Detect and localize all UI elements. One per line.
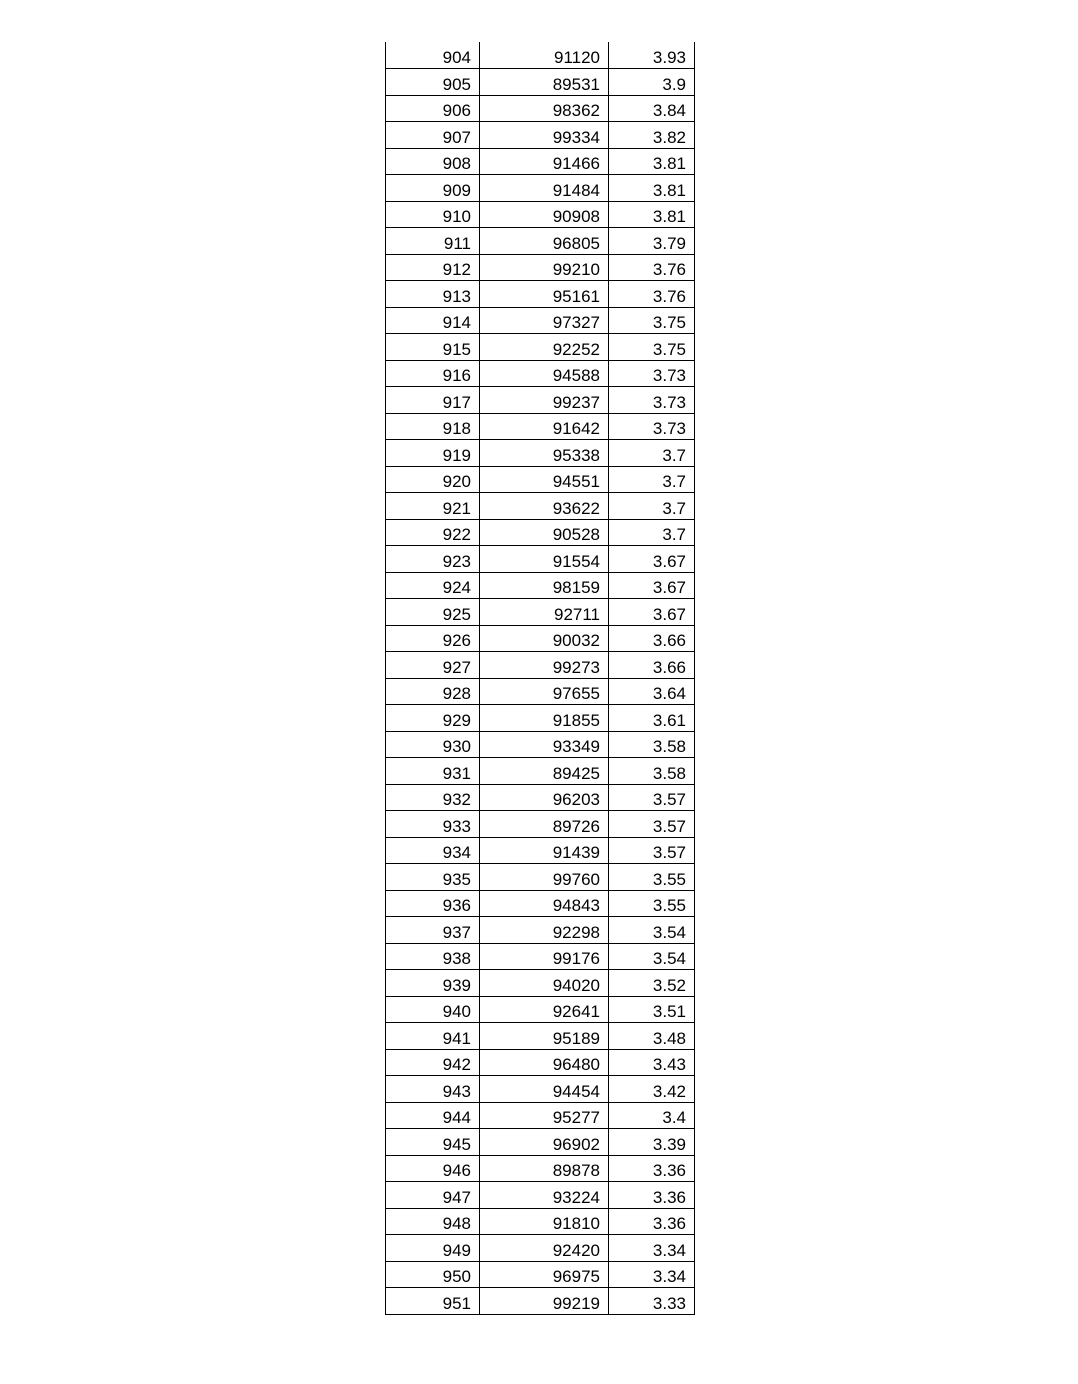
- id-cell: 97655: [480, 678, 609, 705]
- id-cell: 94454: [480, 1076, 609, 1103]
- score-cell: 3.7: [609, 440, 695, 467]
- score-cell: 3.61: [609, 705, 695, 732]
- table-row: [386, 970, 695, 997]
- table-row: [386, 1102, 695, 1129]
- rank-cell: 928: [386, 678, 480, 705]
- table-row: [386, 811, 695, 838]
- score-cell: 3.67: [609, 546, 695, 573]
- table-row: [386, 890, 695, 917]
- rank-cell: 913: [386, 281, 480, 308]
- rank-cell: 917: [386, 387, 480, 414]
- id-cell: 89726: [480, 811, 609, 838]
- table-row: [386, 758, 695, 785]
- score-cell: 3.73: [609, 413, 695, 440]
- id-cell: 96805: [480, 228, 609, 255]
- rank-cell: 937: [386, 917, 480, 944]
- table-row: [386, 281, 695, 308]
- rank-cell: 945: [386, 1129, 480, 1156]
- score-cell: 3.81: [609, 175, 695, 202]
- table-row: [386, 864, 695, 891]
- id-cell: 99237: [480, 387, 609, 414]
- id-cell: 91439: [480, 837, 609, 864]
- rank-cell: 935: [386, 864, 480, 891]
- table-row: [386, 1129, 695, 1156]
- rank-cell: 940: [386, 996, 480, 1023]
- id-cell: 95161: [480, 281, 609, 308]
- rank-cell: 927: [386, 652, 480, 679]
- id-cell: 96203: [480, 784, 609, 811]
- id-cell: 90032: [480, 625, 609, 652]
- score-cell: 3.82: [609, 122, 695, 149]
- score-cell: 3.48: [609, 1023, 695, 1050]
- rank-cell: 946: [386, 1155, 480, 1182]
- rank-cell: 950: [386, 1261, 480, 1288]
- score-cell: 3.73: [609, 387, 695, 414]
- score-cell: 3.76: [609, 254, 695, 281]
- score-cell: 3.75: [609, 307, 695, 334]
- score-cell: 3.81: [609, 148, 695, 175]
- score-cell: 3.54: [609, 917, 695, 944]
- rank-cell: 938: [386, 943, 480, 970]
- score-cell: 3.33: [609, 1288, 695, 1315]
- table-row: [386, 493, 695, 520]
- rank-cell: 942: [386, 1049, 480, 1076]
- rank-cell: 914: [386, 307, 480, 334]
- id-cell: 89425: [480, 758, 609, 785]
- rank-cell: 920: [386, 466, 480, 493]
- rank-cell: 936: [386, 890, 480, 917]
- table-row: [386, 1182, 695, 1209]
- id-cell: 99176: [480, 943, 609, 970]
- table-row: [386, 413, 695, 440]
- table-row: [386, 254, 695, 281]
- rank-cell: 941: [386, 1023, 480, 1050]
- rank-cell: 949: [386, 1235, 480, 1262]
- rank-cell: 925: [386, 599, 480, 626]
- table-row: [386, 1155, 695, 1182]
- id-cell: 94551: [480, 466, 609, 493]
- table-row: [386, 943, 695, 970]
- score-cell: 3.66: [609, 625, 695, 652]
- id-cell: 92298: [480, 917, 609, 944]
- rank-cell: 908: [386, 148, 480, 175]
- id-cell: 89878: [480, 1155, 609, 1182]
- rank-cell: 904: [386, 42, 480, 69]
- score-cell: 3.34: [609, 1261, 695, 1288]
- rank-cell: 939: [386, 970, 480, 997]
- id-cell: 93622: [480, 493, 609, 520]
- score-cell: 3.52: [609, 970, 695, 997]
- table-row: [386, 678, 695, 705]
- id-cell: 90908: [480, 201, 609, 228]
- table-row: [386, 784, 695, 811]
- score-cell: 3.93: [609, 42, 695, 69]
- table-row: [386, 731, 695, 758]
- rank-cell: 951: [386, 1288, 480, 1315]
- score-cell: 3.57: [609, 837, 695, 864]
- id-cell: 99210: [480, 254, 609, 281]
- rank-cell: 933: [386, 811, 480, 838]
- rank-cell: 929: [386, 705, 480, 732]
- score-cell: 3.67: [609, 599, 695, 626]
- table-row: [386, 572, 695, 599]
- id-cell: 92420: [480, 1235, 609, 1262]
- rank-cell: 931: [386, 758, 480, 785]
- rank-cell: 916: [386, 360, 480, 387]
- id-cell: 98159: [480, 572, 609, 599]
- id-cell: 91484: [480, 175, 609, 202]
- id-cell: 91554: [480, 546, 609, 573]
- rank-cell: 912: [386, 254, 480, 281]
- rank-cell: 930: [386, 731, 480, 758]
- score-cell: 3.57: [609, 784, 695, 811]
- rank-cell: 934: [386, 837, 480, 864]
- rank-cell: 919: [386, 440, 480, 467]
- id-cell: 92641: [480, 996, 609, 1023]
- id-cell: 96975: [480, 1261, 609, 1288]
- score-cell: 3.36: [609, 1182, 695, 1209]
- rank-cell: 926: [386, 625, 480, 652]
- table-row: [386, 228, 695, 255]
- id-cell: 91855: [480, 705, 609, 732]
- score-cell: 3.36: [609, 1155, 695, 1182]
- table-row: [386, 599, 695, 626]
- id-cell: 99334: [480, 122, 609, 149]
- score-cell: 3.7: [609, 519, 695, 546]
- score-cell: 3.43: [609, 1049, 695, 1076]
- spreadsheet-page: [385, 42, 694, 1315]
- table-row: [386, 148, 695, 175]
- table-row: [386, 837, 695, 864]
- score-cell: 3.58: [609, 731, 695, 758]
- id-cell: 89531: [480, 69, 609, 96]
- table-row: [386, 625, 695, 652]
- id-cell: 95189: [480, 1023, 609, 1050]
- id-cell: 90528: [480, 519, 609, 546]
- table-row: [386, 122, 695, 149]
- table-row: [386, 546, 695, 573]
- score-cell: 3.64: [609, 678, 695, 705]
- id-cell: 91120: [480, 42, 609, 69]
- score-cell: 3.66: [609, 652, 695, 679]
- data-table: [385, 42, 695, 1315]
- table-row: [386, 387, 695, 414]
- id-cell: 94843: [480, 890, 609, 917]
- score-cell: 3.67: [609, 572, 695, 599]
- rank-cell: 921: [386, 493, 480, 520]
- table-row: [386, 1076, 695, 1103]
- table-row: [386, 95, 695, 122]
- id-cell: 95277: [480, 1102, 609, 1129]
- rank-cell: 907: [386, 122, 480, 149]
- rank-cell: 906: [386, 95, 480, 122]
- table-row: [386, 1049, 695, 1076]
- score-cell: 3.55: [609, 890, 695, 917]
- rank-cell: 905: [386, 69, 480, 96]
- id-cell: 99219: [480, 1288, 609, 1315]
- score-cell: 3.9: [609, 69, 695, 96]
- table-row: [386, 1023, 695, 1050]
- table-row: [386, 1235, 695, 1262]
- id-cell: 93349: [480, 731, 609, 758]
- table-row: [386, 1261, 695, 1288]
- score-cell: 3.73: [609, 360, 695, 387]
- table-row: [386, 360, 695, 387]
- rank-cell: 910: [386, 201, 480, 228]
- rank-cell: 923: [386, 546, 480, 573]
- table-row: [386, 519, 695, 546]
- score-cell: 3.4: [609, 1102, 695, 1129]
- rank-cell: 932: [386, 784, 480, 811]
- score-cell: 3.58: [609, 758, 695, 785]
- score-cell: 3.51: [609, 996, 695, 1023]
- id-cell: 91466: [480, 148, 609, 175]
- score-cell: 3.84: [609, 95, 695, 122]
- score-cell: 3.39: [609, 1129, 695, 1156]
- rank-cell: 943: [386, 1076, 480, 1103]
- id-cell: 95338: [480, 440, 609, 467]
- id-cell: 99760: [480, 864, 609, 891]
- rank-cell: 948: [386, 1208, 480, 1235]
- score-cell: 3.54: [609, 943, 695, 970]
- table-row: [386, 466, 695, 493]
- id-cell: 94588: [480, 360, 609, 387]
- score-cell: 3.7: [609, 493, 695, 520]
- table-row: [386, 440, 695, 467]
- id-cell: 99273: [480, 652, 609, 679]
- score-cell: 3.7: [609, 466, 695, 493]
- table-body: [386, 42, 695, 1314]
- table-row: [386, 42, 695, 69]
- id-cell: 92711: [480, 599, 609, 626]
- score-cell: 3.75: [609, 334, 695, 361]
- id-cell: 92252: [480, 334, 609, 361]
- table-row: [386, 996, 695, 1023]
- score-cell: 3.81: [609, 201, 695, 228]
- table-row: [386, 1288, 695, 1315]
- rank-cell: 918: [386, 413, 480, 440]
- rank-cell: 915: [386, 334, 480, 361]
- table-row: [386, 1208, 695, 1235]
- score-cell: 3.55: [609, 864, 695, 891]
- id-cell: 91642: [480, 413, 609, 440]
- table-row: [386, 334, 695, 361]
- rank-cell: 922: [386, 519, 480, 546]
- table-row: [386, 69, 695, 96]
- score-cell: 3.42: [609, 1076, 695, 1103]
- score-cell: 3.36: [609, 1208, 695, 1235]
- id-cell: 96902: [480, 1129, 609, 1156]
- id-cell: 93224: [480, 1182, 609, 1209]
- table-row: [386, 652, 695, 679]
- id-cell: 98362: [480, 95, 609, 122]
- rank-cell: 947: [386, 1182, 480, 1209]
- score-cell: 3.57: [609, 811, 695, 838]
- score-cell: 3.34: [609, 1235, 695, 1262]
- table-row: [386, 201, 695, 228]
- score-cell: 3.79: [609, 228, 695, 255]
- rank-cell: 924: [386, 572, 480, 599]
- id-cell: 96480: [480, 1049, 609, 1076]
- id-cell: 97327: [480, 307, 609, 334]
- id-cell: 91810: [480, 1208, 609, 1235]
- rank-cell: 909: [386, 175, 480, 202]
- id-cell: 94020: [480, 970, 609, 997]
- score-cell: 3.76: [609, 281, 695, 308]
- table-row: [386, 175, 695, 202]
- table-row: [386, 705, 695, 732]
- table-row: [386, 307, 695, 334]
- rank-cell: 944: [386, 1102, 480, 1129]
- rank-cell: 911: [386, 228, 480, 255]
- table-row: [386, 917, 695, 944]
